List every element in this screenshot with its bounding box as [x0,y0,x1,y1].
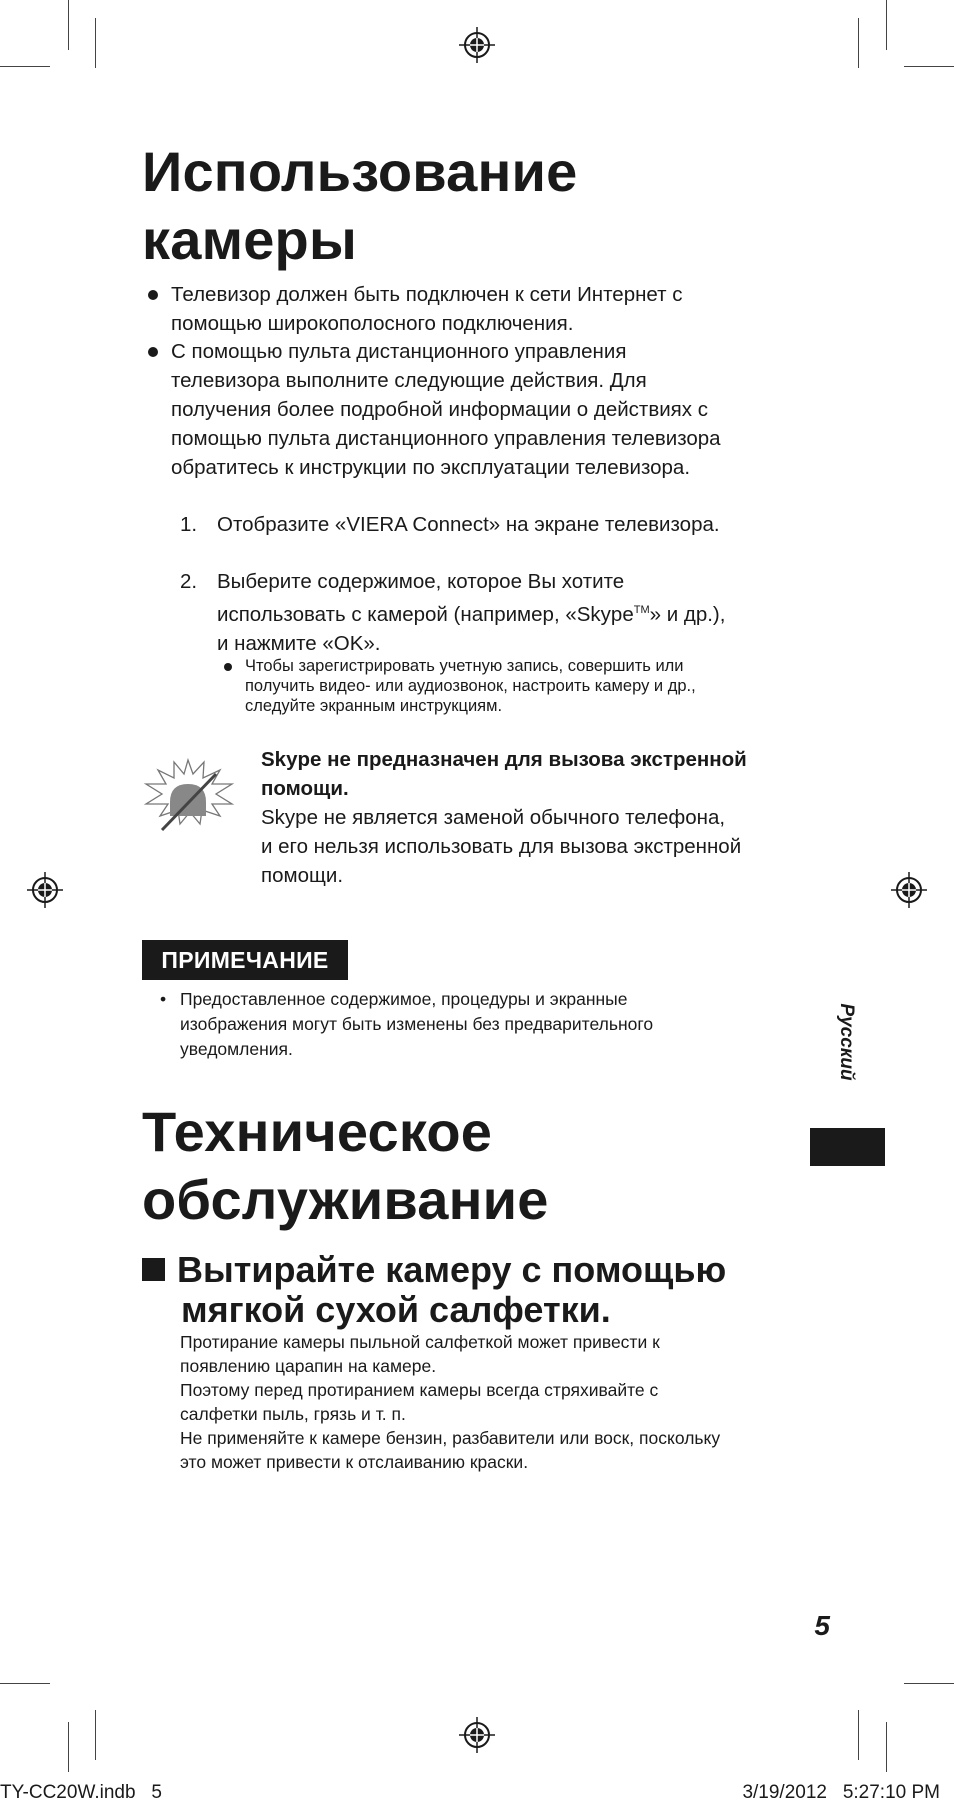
bullet-dot [148,290,158,300]
bullet-dot [148,347,158,357]
footer-file-info: TY-CC20W.indb 5 [0,1782,162,1803]
page-number: 5 [814,1610,830,1641]
crop-mark [886,1722,887,1772]
language-side-tab [810,1128,885,1166]
crop-mark [858,18,859,68]
crop-mark [904,66,954,67]
crop-mark [858,1710,859,1760]
trademark: TM [633,604,650,616]
section-title: Техническое обслуживание [142,1100,549,1231]
step-number: 1. [180,513,198,536]
page-title: Использование камеры [142,140,578,271]
registration-mark-icon [25,870,65,910]
crop-mark [886,0,887,50]
warning-text: Skype не предназначен для вызова экстренной помощи. Skype не является заменой обычного телефона, и его нельзя использовать для вызова экстренной помощи. [261,748,747,887]
crop-mark [95,18,96,68]
note-bullet: • [160,989,167,1009]
square-bullet-icon [142,1258,165,1281]
crop-mark [68,0,69,50]
section-subtitle: Вытирайте камеру с помощью мягкой сухой салфетки. [142,1250,726,1330]
note-label: ПРИМЕЧАНИЕ [142,940,348,980]
note-text: Предоставленное содержимое, процедуры и экранные изображения могут быть изменены без предварительного уведомления. [180,989,654,1059]
crop-mark [0,66,50,67]
step-subnote: Чтобы зарегистрировать учетную запись, совершить или получить видео- или аудиозвонок, настроить камеру и др., следуйте экранным инструкциям. [245,657,696,715]
step-text: Отобразите «VIERA Connect» на экране телевизора. [217,513,720,536]
registration-mark-icon [457,1715,497,1755]
crop-mark [0,1683,50,1684]
maintenance-paragraph: Протирание камеры пыльной салфеткой может привести к появлению царапин на камере. Поэтому перед протиранием камеры всегда стряхивайте с салфетки пыль, грязь и т. п. Не применяйте к камере бензин, разбавители или воск, поскольку это может привести к отслаиванию краски. [180,1332,721,1472]
registration-mark-icon [889,870,929,910]
language-side-label: Русский [836,1003,857,1081]
crop-mark [68,1722,69,1772]
crop-mark [904,1683,954,1684]
registration-mark-icon [457,25,497,65]
no-emergency-call-icon [140,758,236,834]
step-number: 2. [180,570,198,593]
crop-mark [95,1710,96,1760]
footer-timestamp: 3/19/2012 5:27:10 PM [742,1782,940,1803]
bullet-text: С помощью пульта дистанционного управления телевизора выполните следующие действия. Для получения более подробной информации о действиях с помощью пульта дистанционного управления телевизора обратитесь к инструкции по эксплуатации телевизора. [171,340,721,479]
bullet-dot [224,663,232,671]
bullet-text: Телевизор должен быть подключен к сети Интернет с помощью широкополосного подключения. [171,283,683,335]
step-text: Выберите содержимое, которое Вы хотите использовать с камерой (например, «Skype™» и др.), и нажмите «OK». [217,570,726,655]
